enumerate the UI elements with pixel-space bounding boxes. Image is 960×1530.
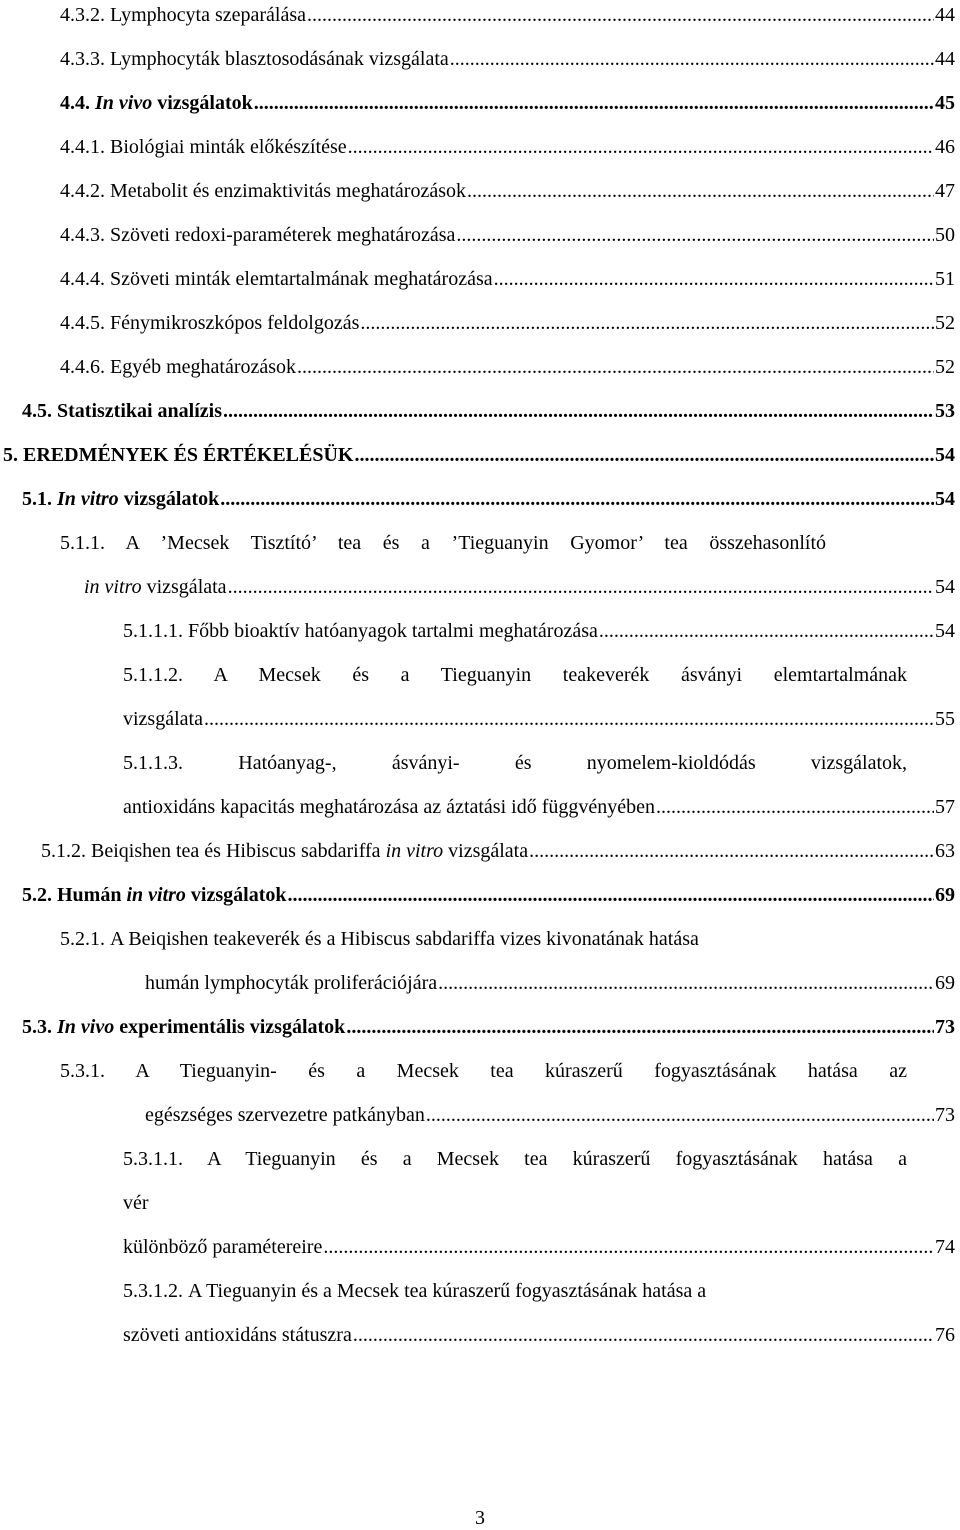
toc-leader-dots	[323, 1235, 934, 1259]
toc-entry-line1[interactable]	[123, 1147, 907, 1171]
toc-title: vér	[123, 1192, 149, 1214]
toc-page: 74	[935, 1236, 955, 1258]
toc-leader-dots	[494, 267, 934, 291]
toc-page: 54	[935, 620, 955, 642]
toc-title: Statisztikai analízis	[57, 400, 223, 422]
toc-title: Beiqishen tea és Hibiscus sabdariffa	[91, 840, 386, 862]
toc-page: 63	[935, 840, 955, 862]
toc-title-italic: In vivo	[95, 92, 153, 114]
toc-page: 44	[935, 4, 955, 26]
toc-entry-line2[interactable]	[145, 971, 955, 995]
toc-entry-line2[interactable]	[84, 575, 955, 599]
toc-leader-dots	[360, 311, 934, 335]
toc-leader-dots	[204, 707, 934, 731]
toc-title: vizsgálatok	[118, 488, 220, 510]
toc-number: 4.4.3.	[60, 224, 105, 246]
toc-entry-line1[interactable]	[60, 927, 940, 951]
toc-entry[interactable]	[60, 47, 955, 71]
toc-leader-dots	[287, 883, 934, 907]
toc-number: 5.2.	[22, 884, 52, 906]
toc-page: 54	[935, 488, 955, 510]
toc-title: EREDMÉNYEK ÉS ÉRTÉKELÉSÜK	[23, 444, 354, 466]
toc-page: 55	[935, 708, 955, 730]
toc-title: A Beiqishen teakeverék és a Hibiscus sabdariffa vizes kivonatának hatása	[110, 928, 699, 950]
toc-entry[interactable]	[60, 135, 955, 159]
toc-entry[interactable]	[22, 883, 955, 907]
toc-leader-dots	[599, 619, 934, 643]
toc-page: 52	[935, 312, 955, 334]
toc-number: 4.4.4.	[60, 268, 105, 290]
toc-title-italic: In vitro	[57, 488, 119, 510]
toc-entry[interactable]	[41, 839, 955, 863]
toc-leader-dots	[426, 1103, 934, 1127]
toc-leader-dots	[456, 223, 934, 247]
toc-number: 4.3.3.	[60, 48, 105, 70]
toc-page: 53	[935, 400, 955, 422]
toc-entry-line2[interactable]	[123, 1323, 955, 1347]
toc-number: 4.4.6.	[60, 356, 105, 378]
toc-number: 4.3.2.	[60, 4, 105, 26]
toc-title: Biológiai minták előkészítése	[110, 136, 347, 158]
toc-number: 4.5.	[22, 400, 52, 422]
toc-page: 69	[935, 884, 955, 906]
toc-page: 50	[935, 224, 955, 246]
toc-entry-line1[interactable]	[123, 751, 907, 775]
toc-number: 5.1.	[22, 488, 52, 510]
toc-page: 45	[935, 92, 955, 114]
toc-page: 73	[935, 1104, 955, 1126]
toc-number: 4.4.2.	[60, 180, 105, 202]
toc-leader-dots	[467, 179, 934, 203]
toc-number: 5.1.1.	[60, 532, 105, 554]
toc-entry-line1[interactable]	[123, 663, 907, 687]
toc-title: Szöveti redoxi-paraméterek meghatározása	[110, 224, 456, 246]
toc-number: 5.1.1.3.	[123, 752, 183, 774]
toc-number: 5.	[3, 444, 18, 466]
toc-entry[interactable]	[22, 399, 955, 423]
toc-leader-dots	[450, 47, 934, 71]
toc-title: Egyéb meghatározások	[110, 356, 297, 378]
toc-entry[interactable]	[123, 619, 955, 643]
toc-entry-line3[interactable]	[123, 1235, 955, 1259]
toc-title: Lymphocyta szeparálása	[110, 4, 307, 26]
toc-entry[interactable]	[60, 3, 955, 27]
toc-number: 5.2.1.	[60, 928, 105, 950]
toc-entry-line2[interactable]	[123, 707, 955, 731]
toc-number: 4.4.5.	[60, 312, 105, 334]
toc-entry[interactable]	[60, 311, 955, 335]
toc-number: 5.3.	[22, 1016, 52, 1038]
toc-title: vizsgálata	[443, 840, 529, 862]
toc-title: vizsgálatok	[152, 92, 253, 114]
toc-number: 5.1.1.2.	[123, 664, 183, 686]
toc-entry[interactable]	[22, 487, 955, 511]
toc-title: vizsgálata	[123, 708, 203, 730]
toc-number: 4.4.	[60, 92, 90, 114]
toc-entry-line2[interactable]	[123, 795, 955, 819]
toc-leader-dots	[220, 487, 934, 511]
toc-title: szöveti antioxidáns státuszra	[123, 1324, 352, 1346]
toc-entry-line1[interactable]	[123, 1279, 943, 1303]
toc-title: A Mecsek és a Tieguanyin teakeverék ásványi elemtartalmának	[213, 664, 907, 686]
toc-number: 5.1.1.1.	[123, 620, 183, 642]
toc-page: 44	[935, 48, 955, 70]
toc-title: vizsgálata	[141, 576, 227, 598]
toc-entry[interactable]	[60, 355, 955, 379]
toc-leader-dots	[346, 1015, 934, 1039]
toc-entry[interactable]	[3, 443, 955, 467]
toc-title: antioxidáns kapacitás meghatározása az áztatási idő függvényében	[123, 796, 655, 818]
toc-leader-dots	[348, 135, 934, 159]
toc-title: humán lymphocyták proliferációjára	[145, 972, 438, 994]
toc-page: 57	[935, 796, 955, 818]
toc-title: A Tieguanyin és a Mecsek tea kúraszerű fogyasztásának hatása a	[207, 1148, 907, 1170]
toc-title: Szöveti minták elemtartalmának meghatározása	[110, 268, 493, 290]
toc-number: 4.4.1.	[60, 136, 105, 158]
toc-entry[interactable]	[22, 1015, 955, 1039]
toc-title: Lymphocyták blasztosodásának vizsgálata	[110, 48, 449, 70]
toc-leader-dots	[656, 795, 934, 819]
toc-title: Metabolit és enzimaktivitás meghatározások	[110, 180, 466, 202]
toc-page: 54	[935, 444, 955, 466]
toc-entry-line1[interactable]	[60, 1059, 907, 1083]
toc-title: Humán	[57, 884, 127, 906]
toc-entry[interactable]	[60, 91, 955, 115]
toc-entry[interactable]	[60, 223, 955, 247]
toc-title: experimentális vizsgálatok	[114, 1016, 346, 1038]
page-number: 3	[475, 1507, 485, 1529]
toc-entry-line1[interactable]	[60, 531, 826, 555]
toc-leader-dots	[438, 971, 934, 995]
toc-title: Hatóanyag-, ásványi- és nyomelem-kioldódás vizsgálatok,	[238, 752, 908, 774]
toc-page: 46	[935, 136, 955, 158]
toc-title: Fénymikroszkópos feldolgozás	[110, 312, 360, 334]
toc-page: 47	[935, 180, 955, 202]
toc-title: egészséges szervezetre patkányban	[145, 1104, 425, 1126]
toc-leader-dots	[529, 839, 934, 863]
toc-title-italic: in vitro	[84, 576, 142, 598]
toc-page: 52	[935, 356, 955, 378]
toc-title: vizsgálatok	[185, 884, 287, 906]
toc-page: 73	[935, 1016, 955, 1038]
toc-title: A Tieguanyin és a Mecsek tea kúraszerű fogyasztásának hatása a	[188, 1280, 707, 1302]
toc-leader-dots	[307, 3, 934, 27]
toc-title-italic: In vivo	[57, 1016, 115, 1038]
toc-leader-dots	[297, 355, 934, 379]
toc-leader-dots	[223, 399, 934, 423]
toc-leader-dots	[228, 575, 934, 599]
toc-title: Főbb bioaktív hatóanyagok tartalmi meghatározása	[188, 620, 598, 642]
toc-entry[interactable]	[60, 267, 955, 291]
toc-leader-dots	[353, 1323, 934, 1347]
toc-number: 5.3.1.	[60, 1060, 105, 1082]
toc-title-italic: in vitro	[385, 840, 444, 862]
toc-title-italic: in vitro	[126, 884, 186, 906]
toc-leader-dots	[355, 443, 935, 467]
toc-number: 5.3.1.2.	[123, 1280, 183, 1302]
toc-number: 5.1.2.	[41, 840, 86, 862]
toc-entry[interactable]	[60, 179, 955, 203]
toc-title: A Tieguanyin- és a Mecsek tea kúraszerű fogyasztásának hatása az	[135, 1060, 907, 1082]
toc-number: 5.3.1.1.	[123, 1148, 183, 1170]
toc-entry-line2[interactable]	[145, 1103, 955, 1127]
toc-leader-dots	[254, 91, 934, 115]
toc-page: 69	[935, 972, 955, 994]
toc-title: különböző paramétereire	[123, 1236, 323, 1258]
toc-entry-line2[interactable]	[123, 1191, 323, 1215]
toc-title: A ’Mecsek Tisztító’ tea és a ’Tieguanyin Gyomor’ tea összehasonlító	[125, 532, 826, 554]
toc-page: 54	[935, 576, 955, 598]
toc-page: 51	[935, 268, 955, 290]
toc-page: 76	[935, 1324, 955, 1346]
